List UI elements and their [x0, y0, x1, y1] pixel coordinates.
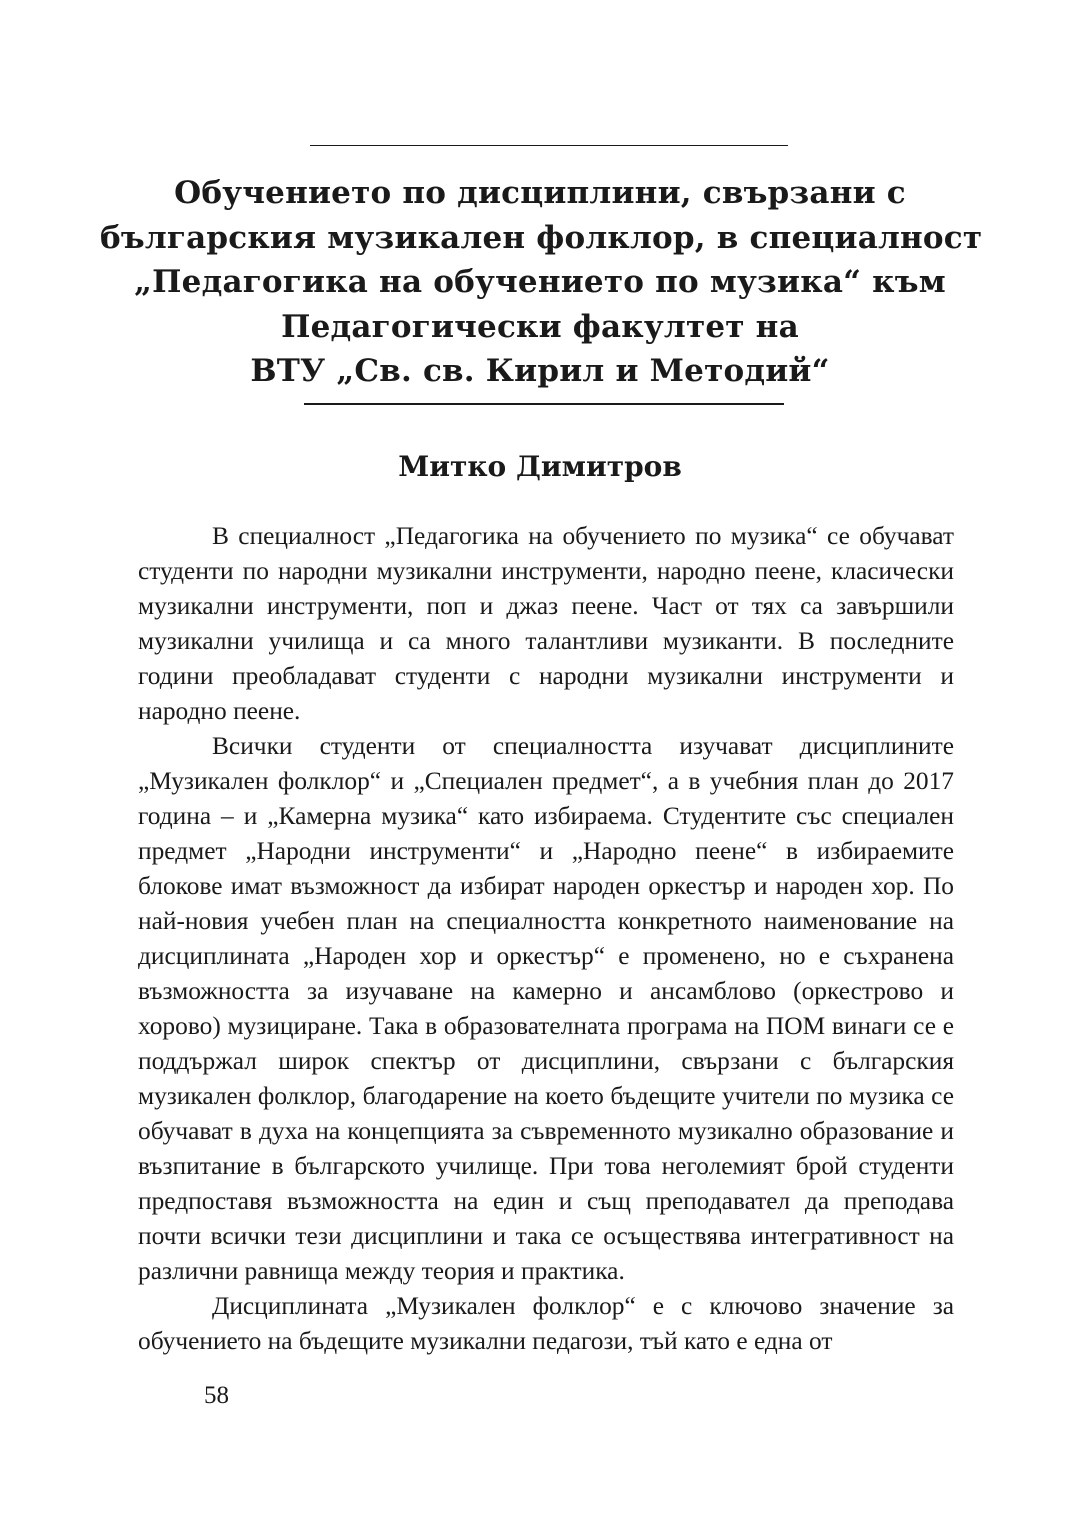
title-line-3: „Педагогика на обучението по музика“ към: [134, 264, 946, 300]
author-name: Митко Димитров: [398, 450, 682, 483]
body-paragraph: В специалност „Педагогика на обучението по музика“ се обучават студенти по народни музикални инструменти, народно пеене, класически музикални инструменти, поп и джаз пеене. Част от тях са завършили музикални училища и са много талантливи музиканти. В последните години преобладават студенти с народни музикални инструменти и народно пеене.: [138, 522, 954, 725]
article-title: [100, 171, 983, 394]
article-body: [138, 519, 954, 1359]
title-line-1: Обучението по дисциплини, свързани с: [174, 175, 906, 211]
body-paragraph: Дисциплината „Музикален фолклор“ е с ключово значение за обучението на бъдещите музикални педагози, тъй като е една от: [138, 1292, 954, 1355]
title-bottom-rule: [304, 403, 784, 405]
body-paragraph: Всички студенти от специалността изучават дисциплините „Музикален фолклор“ и „Специален предмет“, а в учебния план до 2017 година – и „Камерна музика“ като избираема. Студентите със специален предмет „Народни инструменти“ и „Народно пеене“ в избираемите блокове имат възможност да избират народен оркестър и народен хор. По най-новия учебен план на специалността конкретното наименование на дисциплината „Народен хор и оркестър“ е променено, но е съхранена възможността за изучаване на камерно и ансамблово (оркестрово и хорово) музициране. Така в образователната програма на ПОМ винаги се е поддържал широк спектър от дисциплини, свързани с българския музикален фолклор, благодарение на което бъдещите учители по музика се обучават в духа на концепцията за съвременното музикално образование и възпитание в българското училище. При това неголемият брой студенти предпоставя възможността на един и същ преподавател да преподава почти всички тези дисциплини и така се осъществява интегративност на различни равнища между теория и практика.: [138, 732, 954, 1285]
page-number: 58: [204, 1382, 229, 1409]
title-line-2: българския музикален фолклор, в специалност: [100, 219, 983, 256]
title-top-rule: [310, 145, 788, 146]
title-line-4: Педагогически факултет на: [281, 308, 799, 345]
title-line-5: ВТУ „Св. св. Кирил и Методий“: [250, 353, 830, 389]
